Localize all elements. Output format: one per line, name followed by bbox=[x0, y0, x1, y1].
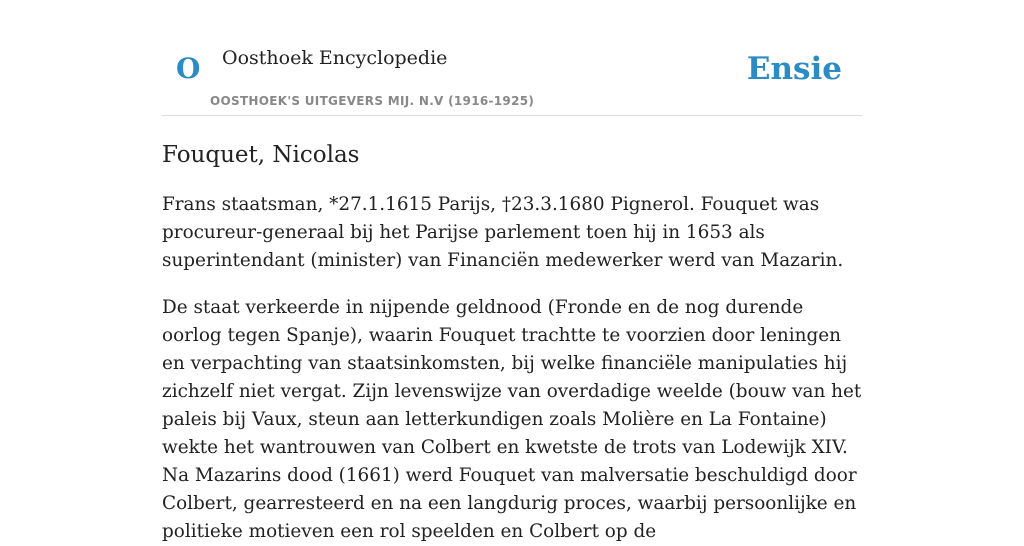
source-logo[interactable]: O bbox=[176, 52, 201, 85]
brand-logo[interactable]: Ensie bbox=[746, 51, 842, 87]
publisher-label: OOSTHOEK'S UITGEVERS MIJ. N.V (1916-1925) bbox=[210, 94, 535, 108]
article-paragraph: De staat verkeerde in nijpende geldnood (Fronde en de nog durende oorlog tegen Spanje), waarin Fouquet trachtte te voorzien door leningen en verpachting van staatsinkomsten, bij welke financiële manipulaties hij zichzelf niet vergat. Zijn levenswijze van overdadige weelde (bouw van het paleis bij Vaux, steun aan letterkundigen zoals Molière en La Fontaine) wekte het wantrouwen van Colbert en kwetste de trots van Lodewijk XIV. Na Mazarins dood (1661) werd Fouquet van malversatie beschuldigd door Colbert, gearresteerd en na een langdurig proces, waarbij persoonlijke en politieke motieven een rol speelden en Colbert op de bbox=[162, 297, 862, 542]
page-header bbox=[162, 0, 862, 116]
article-paragraph: Frans staatsman, *27.1.1615 Parijs, †23.3.1680 Pignerol. Fouquet was procureur-generaal bij het Parijse parlement toen hij in 1653 als superintendant (minister) van Financiën medewerker werd van Mazarin. bbox=[162, 194, 844, 271]
article-title: Fouquet, Nicolas bbox=[162, 142, 360, 168]
source-title-link[interactable]: Oosthoek Encyclopedie bbox=[222, 47, 448, 69]
page-container bbox=[162, 0, 862, 546]
